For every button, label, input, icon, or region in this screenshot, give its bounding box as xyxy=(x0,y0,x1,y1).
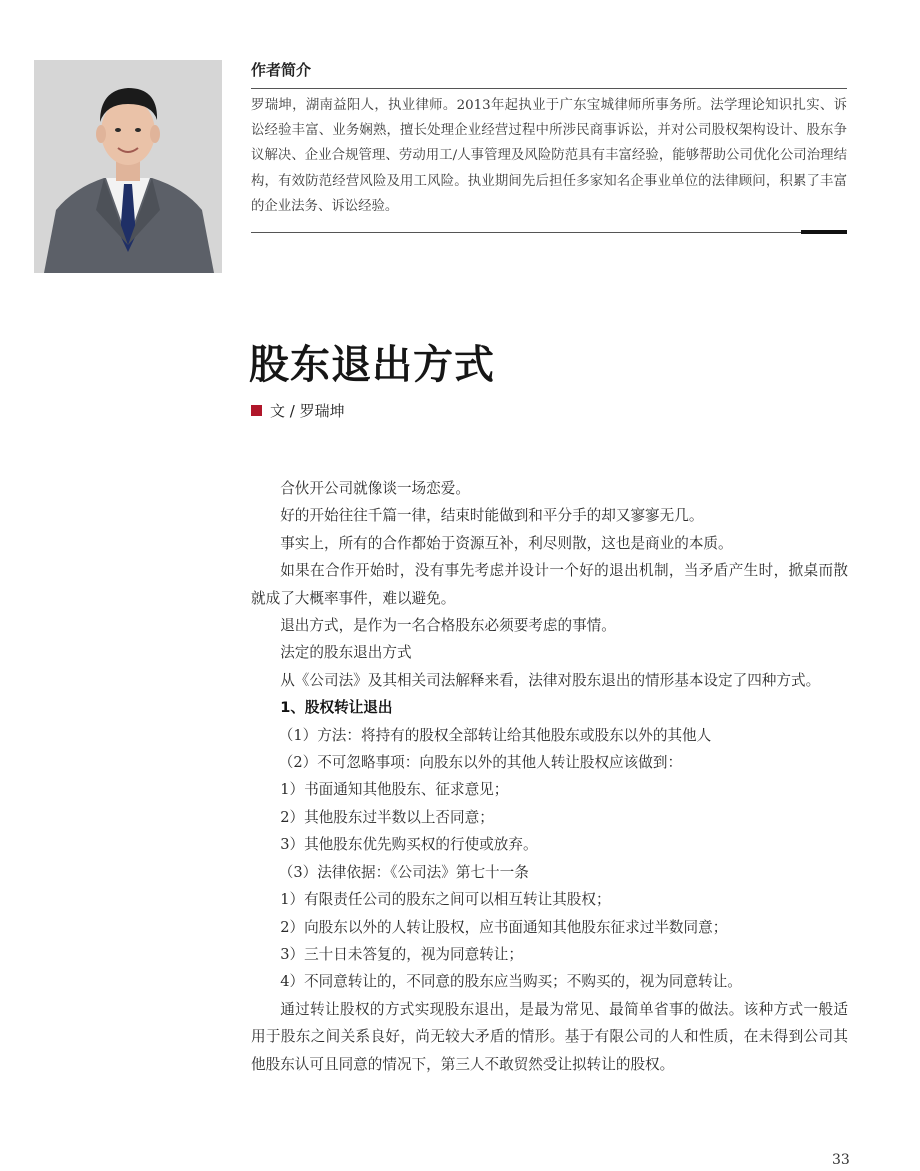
bio-divider-top xyxy=(251,88,847,89)
bio-divider-accent xyxy=(801,230,847,234)
paragraph: 法定的股东退出方式 xyxy=(280,644,412,662)
list-item: 1）书面通知其他股东、征求意见； xyxy=(280,781,509,799)
paragraph: 退出方式，是作为一名合格股东必须要考虑的事情。 xyxy=(280,617,616,635)
article-title: 股东退出方式 xyxy=(249,341,495,388)
paragraph: 好的开始往往千篇一律，结束时能做到和平分手的却又寥寥无几。 xyxy=(280,507,704,525)
byline-marker-icon xyxy=(251,405,262,416)
author-photo xyxy=(34,60,222,273)
bio-text: 罗瑞坤，湖南益阳人，执业律师。2013年起执业于广东宝城律师所事务所。法学理论知识扎实、诉讼经验丰富、业务娴熟，擅长处理企业经营过程中所涉民商事诉讼，并对公司股权架构设计、股东争议解决、企业合规管理、劳动用工/人事管理及风险防范具有丰富经验，能够帮助公司优化公司治理结构，有效防范经营风险及用工风险。执业期间先后担任多家知名企事业单位的法律顾问，积累了丰富的企业法务、诉讼经验。 xyxy=(251,98,847,214)
list-item: 2）向股东以外的人转让股权，应书面通知其他股东征求过半数同意； xyxy=(280,918,728,936)
article-body xyxy=(251,475,848,1078)
paragraph: 事实上，所有的合作都始于资源互补，利尽则散，这也是商业的本质。 xyxy=(280,534,733,552)
byline-text: 文 / 罗瑞坤 xyxy=(270,402,345,420)
list-item: 3）三十日未答复的，视为同意转让； xyxy=(280,945,523,963)
article-byline xyxy=(251,400,345,421)
paragraph: 从《公司法》及其相关司法解释来看，法律对股东退出的情形基本设定了四种方式。 xyxy=(280,671,821,689)
list-item: （2）不可忽略事项：向股东以外的其他人转让股权应该做到： xyxy=(278,754,683,772)
paragraph: 合伙开公司就像谈一场恋爱。 xyxy=(280,480,470,497)
page-number: 33 xyxy=(832,1152,850,1168)
list-item: （1）方法：将持有的股权全部转让给其他股东或股东以外的其他人 xyxy=(278,726,712,744)
list-item: 3）其他股东优先购买权的行使或放弃。 xyxy=(280,836,538,854)
list-item: （3）法律依据：《公司法》第七十一条 xyxy=(278,863,529,881)
paragraph: 如果在合作开始时，没有事先考虑并设计一个好的退出机制，当矛盾产生时，掀桌而散就成了大概率事件，难以避免。 xyxy=(251,562,848,607)
paragraph: 通过转让股权的方式实现股东退出，是最为常见、最简单省事的做法。该种方式一般适用于股东之间关系良好，尚无较大矛盾的情形。基于有限公司的人和性质，在未得到公司其他股东认可且同意的情况下，第三人不敢贸然受让拟转让的股权。 xyxy=(251,1000,848,1073)
bio-heading: 作者简介 xyxy=(251,61,312,79)
list-item: 1）有限责任公司的股东之间可以相互转让其股权； xyxy=(280,891,611,909)
list-item: 2）其他股东过半数以上否同意； xyxy=(280,808,494,826)
author-portrait-image xyxy=(34,60,222,273)
bio-divider-bottom xyxy=(251,232,847,233)
list-item: 4）不同意转让的，不同意的股东应当购买；不购买的，视为同意转让。 xyxy=(280,973,742,991)
section-heading: 1、股权转让退出 xyxy=(280,699,393,717)
